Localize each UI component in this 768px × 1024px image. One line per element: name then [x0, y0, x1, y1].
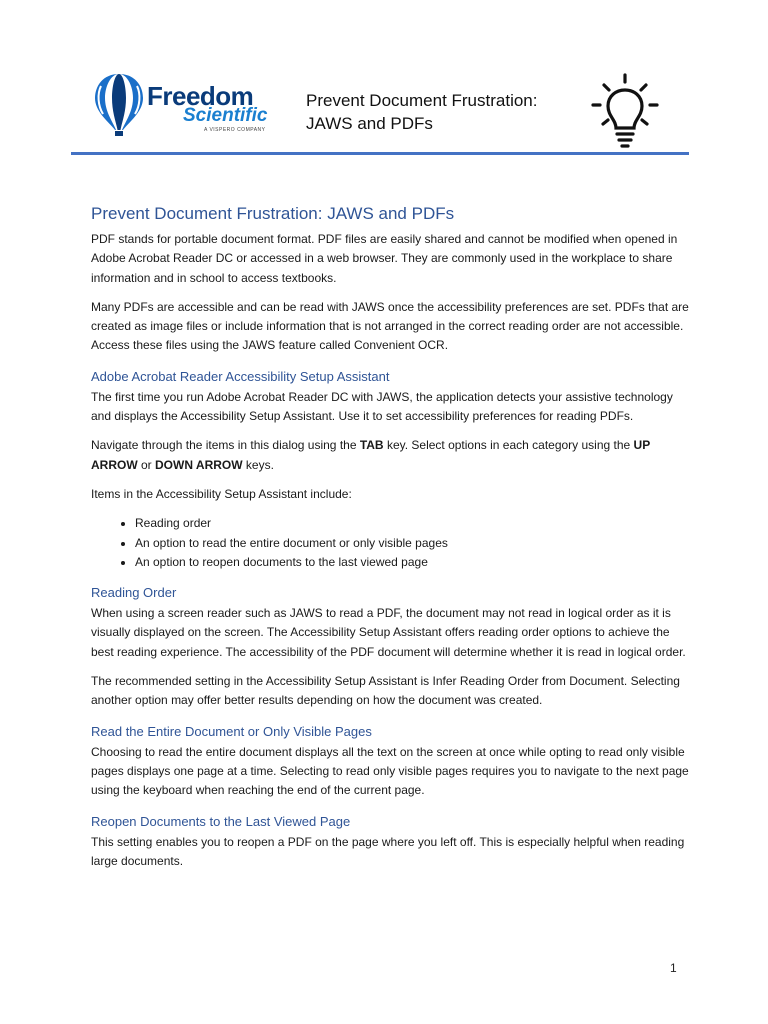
- header-title: [306, 89, 537, 135]
- section-heading-reading-order: Reading Order: [91, 585, 177, 601]
- logo-brand-text: Freedom: [147, 81, 254, 111]
- list-item: • An option to read the entire document or only visible pages: [135, 534, 691, 553]
- page-number: 1: [670, 961, 677, 975]
- reopen-paragraph: This setting enables you to reopen a PDF on the page where you left off. This is especially helpful when reading large documents.: [91, 834, 685, 868]
- header-title-line1: Prevent Document Frustration:: [306, 91, 538, 110]
- page-header: [0, 0, 768, 160]
- freedom-scientific-logo: [93, 72, 273, 142]
- setup-items-list: [91, 514, 691, 572]
- section-heading-setup-assistant: Adobe Acrobat Reader Accessibility Setup Assistant: [91, 368, 390, 384]
- section-heading-visible-pages: Read the Entire Document or Only Visible Pages: [91, 723, 372, 739]
- text-run: keys.: [242, 457, 274, 472]
- section-heading-reopen: Reopen Documents to the Last Viewed Page: [91, 813, 351, 829]
- header-title-line2: JAWS and PDFs: [306, 114, 433, 133]
- intro-paragraph-2: Many PDFs are accessible and can be read with JAWS once the accessibility preferences are set. PDFs that are created as image files or include information that is not arranged in the correct reading order are not accessible. Access these files using the JAWS feature called Convenient OCR.: [91, 299, 689, 353]
- reading-order-paragraph-2: The recommended setting in the Accessibility Setup Assistant is Infer Reading Order from Document. Selecting another option may offer better results depending on how the document was created.: [91, 674, 680, 708]
- document-body: [91, 202, 691, 881]
- text-run: or: [137, 457, 156, 472]
- balloon-icon: [93, 72, 145, 138]
- setup-paragraph-3: Items in the Accessibility Setup Assistant include:: [91, 486, 352, 501]
- logo-tagline: A VISPERO COMPANY: [204, 127, 266, 133]
- document-title: Prevent Document Frustration: JAWS and PDFs: [91, 204, 455, 223]
- key-up-arrow: UP ARROW: [91, 438, 650, 472]
- header-divider: [71, 152, 689, 155]
- key-down-arrow: DOWN ARROW: [155, 457, 243, 472]
- lightbulb-icon: [588, 72, 662, 152]
- text-run: Navigate through the items in this dialog using the: [91, 438, 360, 453]
- setup-paragraph-1: The first time you run Adobe Acrobat Reader DC with JAWS, the application detects your assistive technology and displays the Accessibility Setup Assistant. Use it to set accessibility preferences for reading PDFs.: [91, 389, 673, 424]
- key-tab: TAB: [359, 438, 384, 453]
- intro-paragraph-1: PDF stands for portable document format. PDF files are easily shared and cannot be modified when opened in Adobe Acrobat Reader DC or accessed in a web browser. They are commonly used in the workplace to share information and in school to access textbooks.: [91, 232, 678, 285]
- logo-sub-text: Scientific: [183, 105, 268, 126]
- list-item: • Reading order: [135, 514, 691, 533]
- setup-paragraph-2: [91, 436, 691, 475]
- visible-pages-paragraph: Choosing to read the entire document displays all the text on the screen at once while opting to read only visible pages displays one page at a time. Selecting to read only visible pages requires you to navigate to the next page using the keyboard when reaching the end of the current page.: [91, 744, 689, 798]
- reading-order-paragraph-1: When using a screen reader such as JAWS to read a PDF, the document may not read in logical order as it is visually displayed on the screen. The Accessibility Setup Assistant offers reading order options to achieve the best reading experience. The accessibility of the PDF document will determine whether it is read in logical order.: [91, 606, 686, 659]
- list-item: • An option to reopen documents to the last viewed page: [135, 553, 691, 572]
- text-run: key. Select options in each category using the: [383, 438, 634, 453]
